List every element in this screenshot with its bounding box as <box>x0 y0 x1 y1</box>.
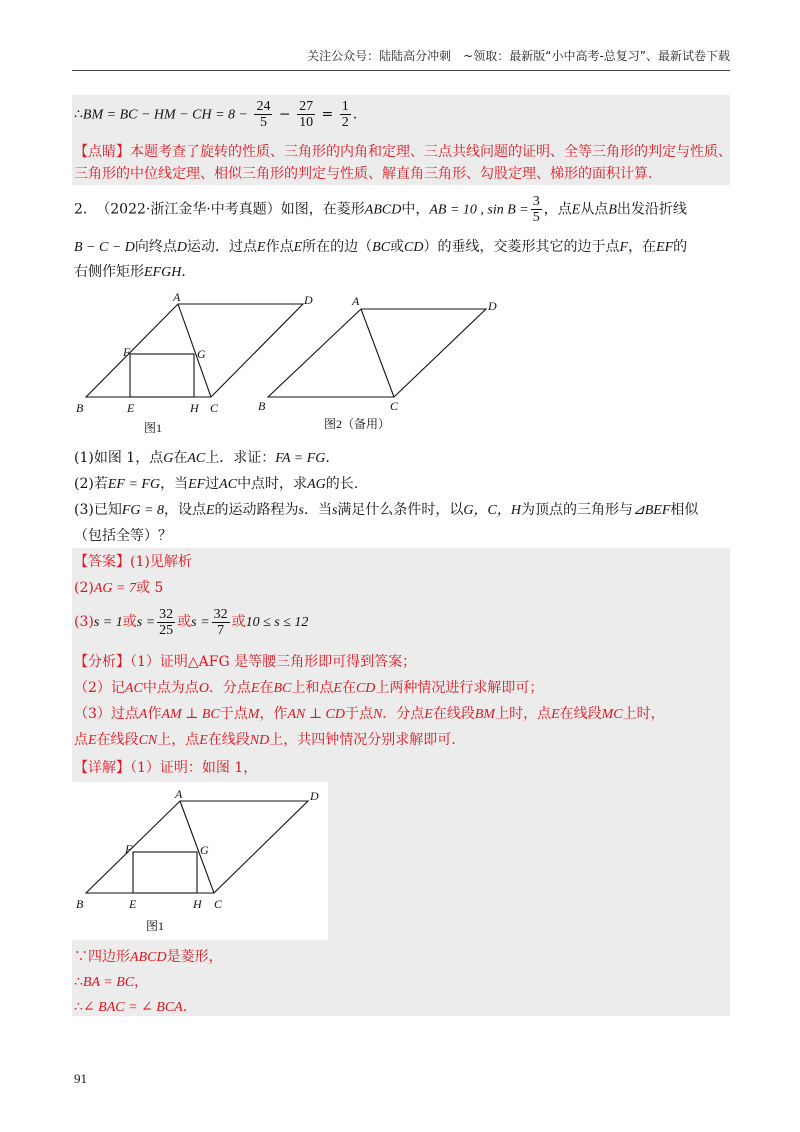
fraction-sin-b: $\frac{3}{5}$ <box>532 194 540 225</box>
detail-step-3: ∴∠ BAC = ∠ BCA. <box>74 999 188 1015</box>
fraction-32-7: $\frac{32}{7}$ <box>213 606 228 638</box>
fraction-1-2: $\frac{1}{2}$ <box>341 99 349 130</box>
label-b-fig2: B <box>258 399 266 413</box>
fraction-27-10: $\frac{27}{10}$ <box>299 99 314 130</box>
dianjing-line-1: 【点睛】本题考查了旋转的性质、三角形的内角和定理、三点共线问题的证明、全等三角形的判定与性质、 <box>74 144 732 160</box>
answer-line-3: (3)s = 1或s = $\frac{32}{25}$ 或s = $\frac{32}{7}$ 或10 ≤ s ≤ 12 <box>74 606 309 638</box>
label-e-fig1: E <box>127 401 135 415</box>
detail-step-2: ∴BA = BC， <box>74 974 149 990</box>
figure-2 <box>268 309 486 397</box>
label-f-fig1: F <box>123 345 131 359</box>
question-1: (1)如图 1，点G在AC上．求证：FA = FG. <box>74 450 330 466</box>
label-h-fig1: H <box>190 401 199 415</box>
answer-line-2: (2)AG = 7或 5 <box>74 580 164 596</box>
header-divider <box>72 70 730 71</box>
page-number: 91 <box>74 1071 87 1086</box>
label-h-detail: H <box>193 897 202 911</box>
detail-figure-1 <box>72 782 328 940</box>
page-header: 关注公众号：陆陆高分冲刺 ~领取：最新版“小中高考-总复习”、最新试卷下载 <box>307 49 730 63</box>
label-d-detail: D <box>310 789 319 803</box>
label-g-fig1: G <box>197 347 206 361</box>
problem-line-2: B − C − D向终点D运动．过点E作点E所在的边（BC或CD）的垂线，交菱形其它的边于点F，在EF的 <box>74 239 688 255</box>
answer-line-1: 【答案】(1)见解析 <box>74 554 192 570</box>
figure-1-caption: 图1 <box>144 421 163 435</box>
analysis-line-2: （2）记AC中点为点O．分点E在BC上和点E在CD上两种情况进行求解即可； <box>74 680 544 696</box>
bm-expression: BM = BC − HM − CH = 8 − <box>82 107 248 123</box>
question-3: (3)已知FG = 8，设点E的运动路程为s．当s满足什么条件时，以G，C，H为顶点的三角形与⊿BEF相似 <box>74 502 699 518</box>
label-d-fig2: D <box>488 299 497 313</box>
fraction-32-25: $\frac{32}{25}$ <box>159 606 174 638</box>
bm-equation: ∴BM = BC − HM − CH = 8 − $\frac{24}{5}$ − $\frac{27}{10}$ = $\frac{1}{2}$ . <box>74 99 358 130</box>
analysis-line-3: （3）过点A作AM ⊥ BC于点M，作AN ⊥ CD于点N．分点E在线段BM上时，点E在线段MC上时， <box>74 706 665 722</box>
label-f-detail: F <box>125 842 133 856</box>
problem-number: 2. <box>74 201 88 218</box>
problem-line-1: 2. （2022·浙江金华·中考真题）如图，在菱形ABCD中，AB = 10 , sin B = $\frac{3}{5}$ ，点E从点B出发沿折线 <box>74 194 687 225</box>
diagonal-ac-fig2 <box>361 309 394 397</box>
label-e-detail: E <box>129 897 137 911</box>
figure-2-caption: 图2（备用） <box>324 417 391 431</box>
therefore-symbol: ∴ <box>74 106 83 123</box>
question-3-line-2: （包括全等）？ <box>74 528 172 544</box>
analysis-line-4: 点E在线段CN上，点E在线段ND上，共四钟情况分别求解即可. <box>74 732 456 748</box>
detail-intro: 【详解】（1）证明：如图 1， <box>74 760 258 776</box>
rectangle-efgh-detail <box>133 852 197 893</box>
analysis-line-1: 【分析】（1）证明△AFG 是等腰三角形即可得到答案； <box>74 654 417 670</box>
dianjing-tag: 【点睛】 <box>74 144 130 160</box>
label-c-fig1: C <box>210 401 219 415</box>
label-g-detail: G <box>200 843 209 857</box>
analysis-tag: 【分析】 <box>74 654 130 670</box>
label-d-fig1: D <box>304 293 313 307</box>
label-a-fig1: A <box>173 290 181 304</box>
label-a-fig2: A <box>352 294 360 308</box>
label-c-detail: C <box>214 897 223 911</box>
label-c-fig2: C <box>390 399 399 413</box>
rectangle-efgh-fig1 <box>130 354 194 397</box>
detail-tag: 【详解】 <box>74 760 130 776</box>
figure-1 <box>86 304 303 397</box>
label-a-detail: A <box>175 787 183 801</box>
detail-step-1: ∵四边形ABCD是菱形， <box>74 949 223 965</box>
answer-tag: 【答案】 <box>74 554 130 570</box>
fraction-24-5: $\frac{24}{5}$ <box>256 99 271 130</box>
dianjing-line-2: 三角形的中位线定理、相似三角形的判定与性质、解直角三角形、勾股定理、梯形的面积计算. <box>74 166 653 182</box>
figure-1-and-2 <box>72 290 532 440</box>
detail-figure-caption: 图1 <box>146 919 165 933</box>
label-b-fig1: B <box>76 401 84 415</box>
question-2: (2)若EF = FG，当EF过AC中点时，求AG的长. <box>74 476 359 492</box>
problem-line-3: 右侧作矩形EFGH． <box>74 264 196 280</box>
label-b-detail: B <box>76 897 84 911</box>
